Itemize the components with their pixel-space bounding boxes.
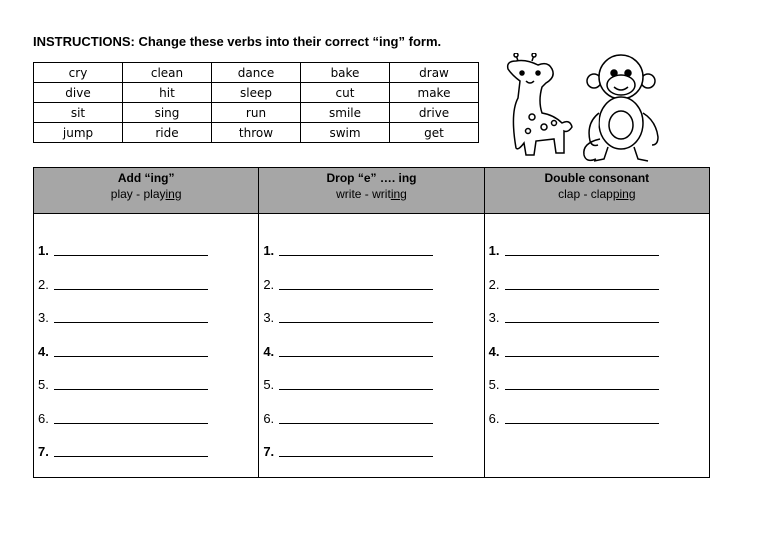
- answer-blank[interactable]: [279, 356, 433, 357]
- rule-title: Drop “e” …. ing: [326, 171, 417, 185]
- verb-cell: sit: [34, 103, 123, 123]
- answer-list: [485, 214, 709, 477]
- answer-list: [259, 214, 483, 477]
- verb-cell: sing: [123, 103, 212, 123]
- answer-blank[interactable]: [54, 255, 208, 256]
- answer-number: 1.: [263, 243, 275, 259]
- verb-cell: dive: [34, 83, 123, 103]
- answer-blank[interactable]: [279, 322, 433, 323]
- answer-blank[interactable]: [505, 356, 659, 357]
- answer-number: 7.: [38, 444, 49, 460]
- verb-cell: cut: [301, 83, 390, 103]
- answer-number: 3.: [263, 310, 275, 326]
- answer-blank[interactable]: [279, 389, 433, 390]
- answer-number: 5.: [263, 377, 275, 393]
- rule-column-add-ing: [34, 168, 258, 477]
- answer-row: [38, 268, 258, 302]
- answer-number: 4.: [38, 343, 49, 359]
- answer-blank[interactable]: [505, 289, 659, 290]
- answer-blank[interactable]: [279, 423, 433, 424]
- answer-blank[interactable]: [505, 322, 659, 323]
- answer-row: [263, 301, 483, 335]
- answer-blank[interactable]: [279, 255, 433, 256]
- answer-row: [263, 268, 483, 302]
- answer-list: [34, 214, 258, 477]
- answer-row: [38, 402, 258, 436]
- answer-blank[interactable]: [505, 389, 659, 390]
- answer-blank[interactable]: [54, 389, 208, 390]
- answer-blank[interactable]: [54, 289, 208, 290]
- answer-number: 7.: [263, 444, 275, 460]
- answer-blank[interactable]: [54, 356, 208, 357]
- rule-column-header: [485, 168, 709, 214]
- rule-column-drop-e: [258, 168, 483, 477]
- answer-row: [489, 335, 709, 369]
- verb-cell: cry: [34, 63, 123, 83]
- answer-number: 6.: [38, 410, 49, 426]
- answer-blank[interactable]: [279, 456, 433, 457]
- answer-row: [263, 234, 483, 268]
- verb-row: [34, 83, 479, 103]
- rule-column-double-consonant: [484, 168, 709, 477]
- rule-example-stem: write - writ: [336, 187, 391, 201]
- answer-row: [38, 234, 258, 268]
- rule-title: Double consonant: [544, 171, 650, 185]
- answer-number: 3.: [488, 310, 500, 326]
- answer-number: 6.: [488, 410, 500, 426]
- monkey-illustration: [584, 55, 658, 161]
- verb-cell: draw: [390, 63, 479, 83]
- answer-number: 6.: [263, 410, 275, 426]
- answer-number: 2.: [38, 276, 49, 292]
- answer-number: 1.: [38, 243, 49, 259]
- verb-cell: get: [390, 123, 479, 143]
- rule-example: [485, 186, 709, 202]
- answer-number: 2.: [263, 276, 275, 292]
- verb-cell: run: [212, 103, 301, 123]
- answer-row: [489, 368, 709, 402]
- answer-number: 5.: [488, 377, 500, 393]
- answer-row: [38, 435, 258, 469]
- verb-cell: sleep: [212, 83, 301, 103]
- answer-number: 4.: [263, 343, 275, 359]
- instructions-heading: INSTRUCTIONS: Change these verbs into their correct “ing” form.: [33, 34, 442, 49]
- answer-number: 4.: [488, 343, 500, 359]
- giraffe-illustration: [508, 53, 572, 155]
- rule-column-header: [34, 168, 258, 214]
- rule-example-suffix: ing: [390, 187, 407, 201]
- rule-column-header: [259, 168, 483, 214]
- answer-row: [263, 402, 483, 436]
- rule-example: [259, 186, 483, 202]
- answer-row: [489, 268, 709, 302]
- verb-cell: hit: [123, 83, 212, 103]
- verb-cell: throw: [212, 123, 301, 143]
- answer-number: 2.: [488, 276, 500, 292]
- rule-example: [34, 186, 258, 202]
- answer-blank[interactable]: [54, 423, 208, 424]
- answer-row: [263, 368, 483, 402]
- verb-cell: smile: [301, 103, 390, 123]
- answer-row: [489, 301, 709, 335]
- animal-illustrations: [498, 53, 678, 165]
- verb-cell: dance: [212, 63, 301, 83]
- answer-blank[interactable]: [54, 322, 208, 323]
- answer-blank[interactable]: [505, 423, 659, 424]
- answer-blank[interactable]: [54, 456, 208, 457]
- rules-table: [33, 167, 710, 478]
- answer-row: [263, 335, 483, 369]
- rule-example-suffix: ping: [612, 187, 636, 201]
- rule-example-stem: play - play: [110, 187, 166, 201]
- answer-number: 3.: [38, 310, 49, 326]
- verb-cell: make: [390, 83, 479, 103]
- answer-blank[interactable]: [505, 255, 659, 256]
- answer-row: [489, 234, 709, 268]
- rule-example-stem: clap - clap: [558, 187, 613, 201]
- rule-example-suffix: ing: [165, 187, 182, 201]
- answer-row: [38, 335, 258, 369]
- verb-row: [34, 123, 479, 143]
- answer-row: [489, 402, 709, 436]
- verb-cell: clean: [123, 63, 212, 83]
- answer-number: 5.: [38, 377, 49, 393]
- verb-row: [34, 103, 479, 123]
- verb-cell: drive: [390, 103, 479, 123]
- answer-blank[interactable]: [279, 289, 433, 290]
- verb-cell: swim: [301, 123, 390, 143]
- verb-cell: jump: [34, 123, 123, 143]
- answer-row: [38, 301, 258, 335]
- rule-title: Add “ing”: [117, 171, 175, 185]
- answer-row: [263, 435, 483, 469]
- answer-number: 1.: [488, 243, 500, 259]
- verb-row: [34, 63, 479, 83]
- verb-cell: ride: [123, 123, 212, 143]
- answer-row: [38, 368, 258, 402]
- verb-cell: bake: [301, 63, 390, 83]
- verb-table: [33, 62, 479, 143]
